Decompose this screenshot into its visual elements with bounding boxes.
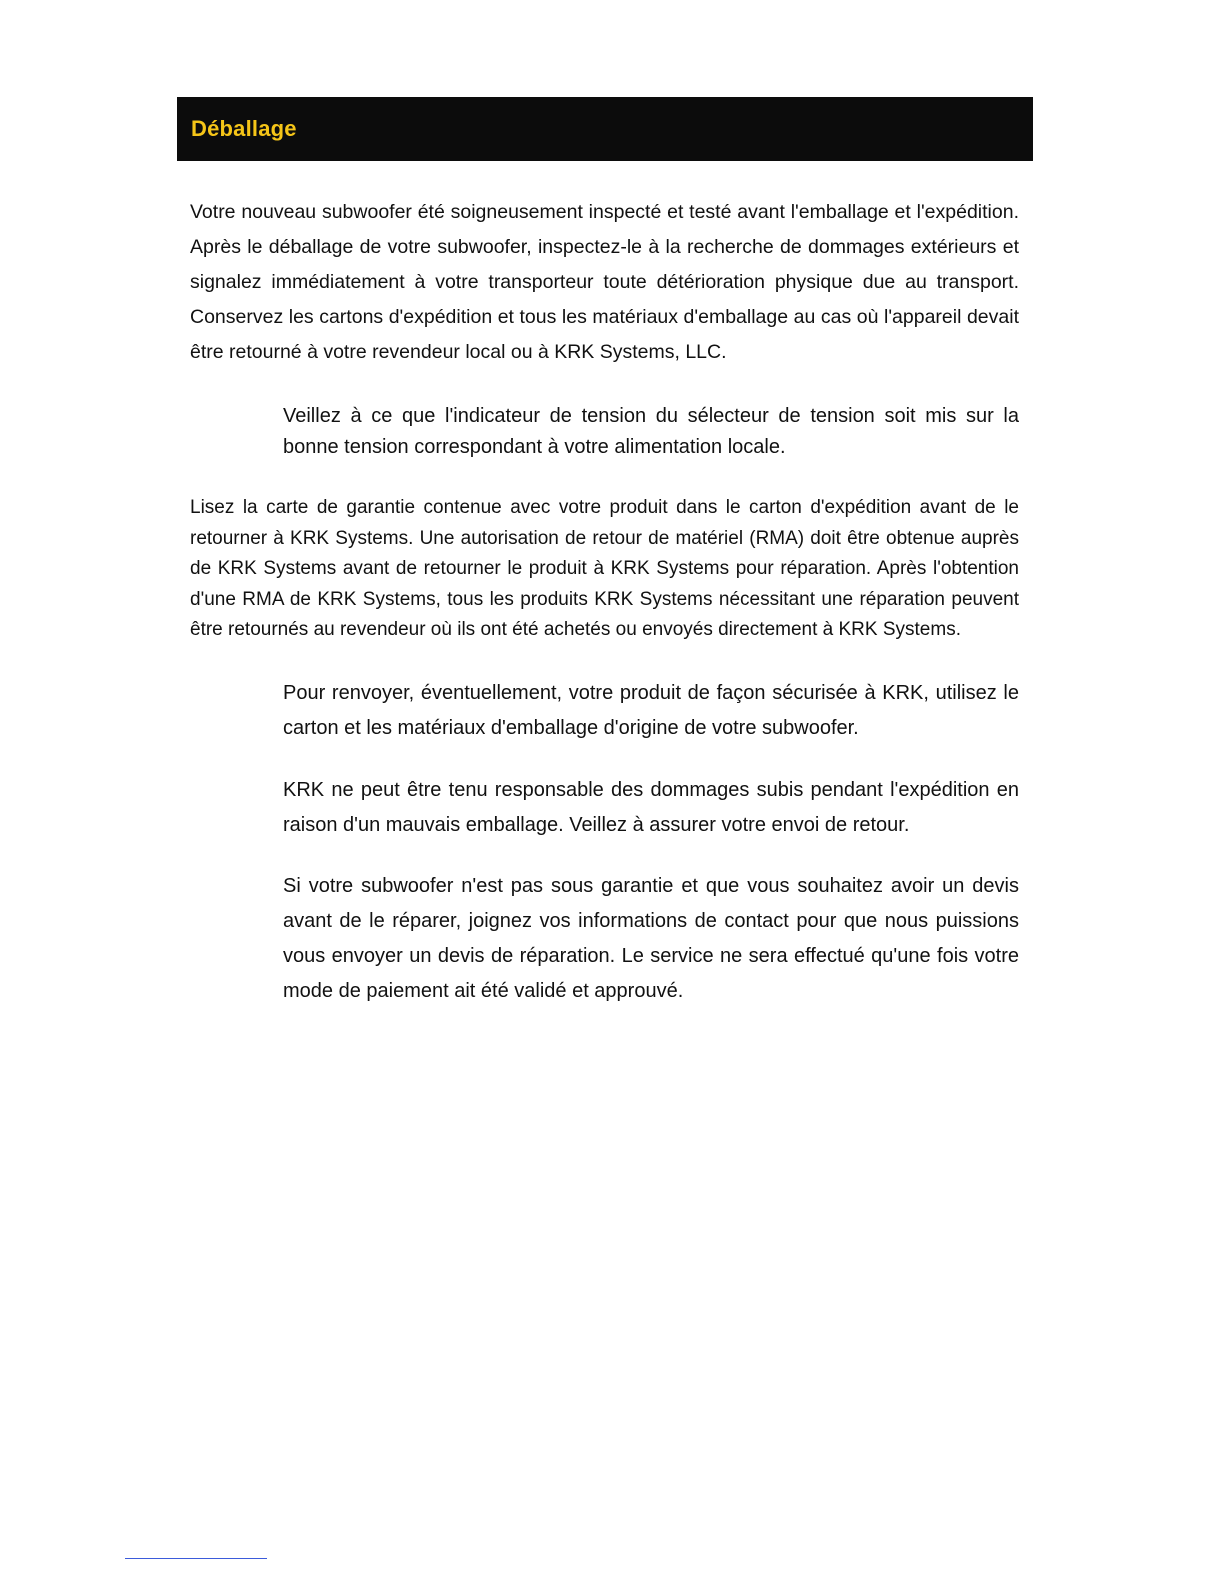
section-header: [177, 97, 1033, 161]
footnote-divider: [125, 1558, 267, 1559]
note-original-packaging: Pour renvoyer, éventuellement, votre produit de façon sécurisée à KRK, utilisez le carton et les matériaux d'emballage d'origine de votre subwoofer.: [283, 682, 1019, 739]
paragraph-warranty-rma: Lisez la carte de garantie contenue avec votre produit dans le carton d'expédition avant de le retourner à KRK Systems. Une autorisation de retour de matériel (RMA) doit être obtenue auprès de KRK Systems avant de retourner le produit à KRK Systems pour réparation. Après l'obtention d'une RMA de KRK Systems, tous les produits KRK Systems nécessitant une réparation peuvent être retournés au revendeur où ils ont été achetés ou envoyés directement à KRK Systems.: [190, 497, 1019, 640]
paragraph-unpacking-intro: Votre nouveau subwoofer été soigneusement inspecté et testé avant l'emballage et l'expédition. Après le déballage de votre subwoofer, inspectez-le à la recherche de dommages extérieurs et signalez immédiatement à votre transporteur toute détérioration physique due au transport. Conservez les cartons d'expédition et tous les matériaux d'emballage au cas où l'appareil devait être retourné à votre revendeur local ou à KRK Systems, LLC.: [190, 201, 1019, 363]
note-repair-quote: Si votre subwoofer n'est pas sous garantie et que vous souhaitez avoir un devis avant de le réparer, joignez vos informations de contact pour que nous puissions vous envoyer un devis de réparation. Le service ne sera effectué qu'une fois votre mode de paiement ait été validé et approuvé.: [283, 875, 1019, 1002]
note-voltage-selector: Veillez à ce que l'indicateur de tension du sélecteur de tension soit mis sur la bonne tension correspondant à votre alimentation locale.: [283, 405, 1019, 458]
section-title: Déballage: [191, 116, 297, 141]
note-shipping-liability: KRK ne peut être tenu responsable des dommages subis pendant l'expédition en raison d'un mauvais emballage. Veillez à assurer votre envoi de retour.: [283, 779, 1019, 836]
